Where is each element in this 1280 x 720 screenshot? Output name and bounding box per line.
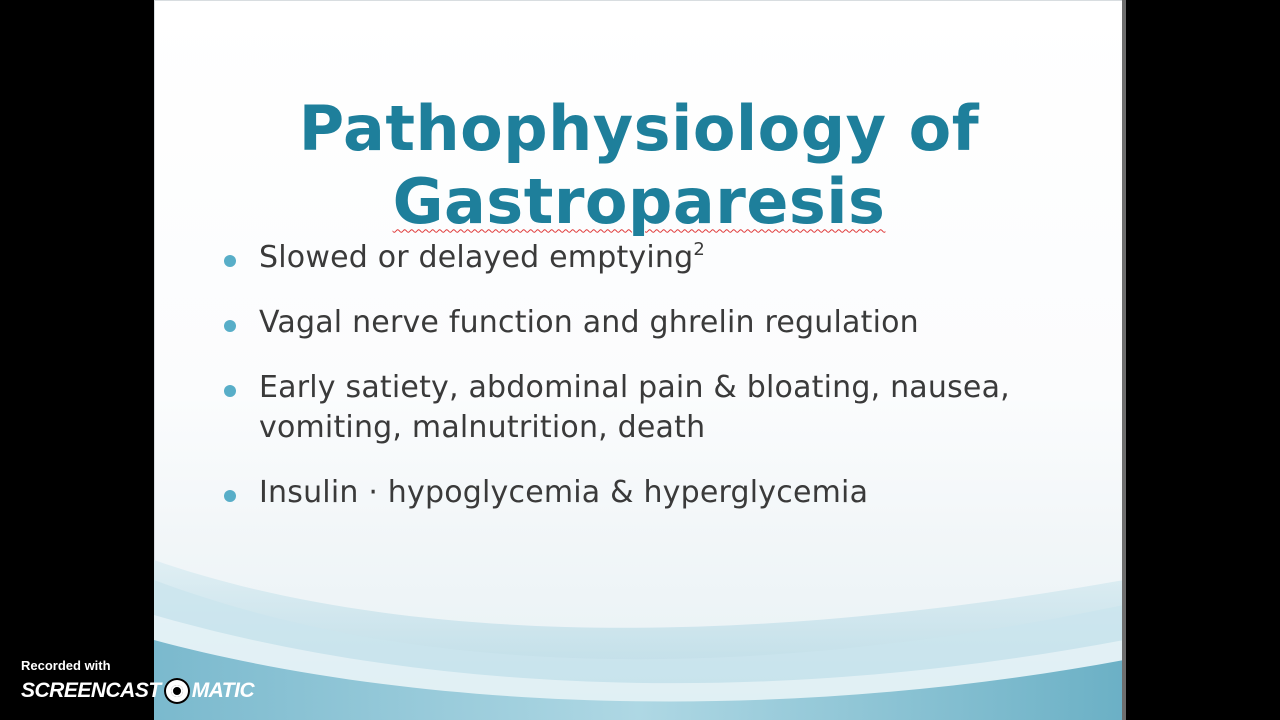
logo-text-left: SCREENCAST	[21, 679, 161, 702]
slide-edge-divider	[1122, 0, 1126, 720]
bullet-item	[224, 368, 1084, 448]
logo-text-right: MATIC	[191, 679, 255, 702]
bullet-dot-icon	[224, 490, 236, 502]
bullet-item	[224, 238, 1084, 278]
slide-title-line-2: Gastroparesis	[392, 164, 886, 238]
slide-title	[154, 92, 1124, 238]
bullet-text: Insulin · hypoglycemia & hyperglycemia	[259, 475, 869, 510]
slide-wave-decoration	[154, 520, 1124, 720]
screencast-watermark	[21, 658, 255, 714]
bullet-text: Vagal nerve function and ghrelin regulation	[259, 305, 919, 340]
slide-bullet-list	[224, 238, 1084, 538]
bullet-item	[224, 303, 1084, 343]
bullet-dot-icon	[224, 320, 236, 332]
bullet-text: Slowed or delayed emptying	[259, 240, 694, 275]
recorded-with-label: Recorded with	[21, 658, 111, 673]
bullet-item	[224, 473, 1084, 513]
bullet-text: Early satiety, abdominal pain & bloating, nausea, vomiting, malnutrition, death	[259, 370, 1010, 445]
record-button-icon	[164, 678, 190, 704]
bullet-dot-icon	[224, 385, 236, 397]
presentation-slide	[154, 0, 1124, 720]
citation-superscript: 2	[693, 239, 706, 260]
screencast-o-matic-logo	[21, 676, 254, 706]
slide-title-line-1: Pathophysiology of	[298, 91, 980, 165]
bullet-dot-icon	[224, 255, 236, 267]
